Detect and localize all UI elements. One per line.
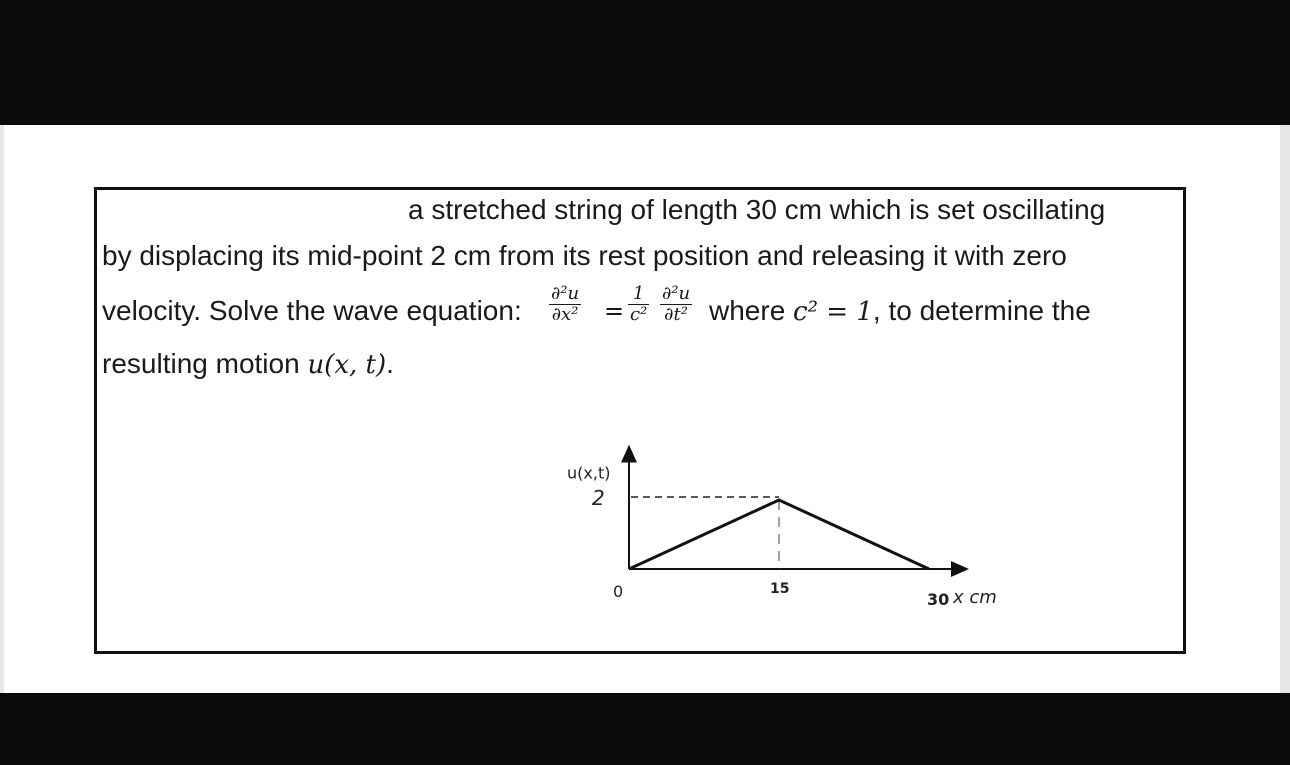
top-black-bar bbox=[0, 0, 1290, 125]
problem-line-3-prefix: velocity. Solve the wave equation: bbox=[102, 295, 522, 326]
y-axis-label: u(x,t) bbox=[567, 463, 611, 483]
problem-box bbox=[94, 187, 1186, 654]
line-4-period: . bbox=[386, 348, 394, 379]
left-page-edge bbox=[0, 125, 4, 693]
y-tick-2-label: 2 bbox=[592, 486, 605, 510]
determine-text: , to determine the bbox=[872, 295, 1091, 326]
equation-coefficient-numerator: 1 bbox=[628, 284, 649, 305]
string-displacement-plot bbox=[97, 190, 1183, 651]
x-tick-15-label: 15 bbox=[770, 581, 790, 597]
problem-line-1: a stretched string of length 30 cm which is set oscillating bbox=[408, 194, 1106, 225]
equation-rhs-denominator: ∂t² bbox=[664, 304, 688, 325]
x-axis-unit-label: x cm bbox=[953, 587, 997, 608]
equation-equals-sign: = bbox=[604, 297, 625, 325]
u-of-x-t: u(x, t) bbox=[307, 350, 387, 380]
c-squared-condition: c² = 1 bbox=[793, 297, 873, 327]
document-page bbox=[0, 125, 1290, 693]
resulting-motion-text: resulting motion bbox=[102, 348, 308, 379]
origin-label: 0 bbox=[613, 582, 624, 601]
equation-coefficient-denominator: c² bbox=[630, 304, 648, 325]
problem-line-2: by displacing its mid-point 2 cm from its rest position and releasing it with zero bbox=[102, 240, 1067, 271]
bottom-black-bar bbox=[0, 693, 1290, 765]
where-text: where bbox=[709, 295, 794, 326]
equation-lhs-denominator: ∂x² bbox=[551, 304, 579, 325]
right-page-edge bbox=[1280, 125, 1290, 693]
equation-rhs-numerator: ∂²u bbox=[662, 283, 691, 304]
x-tick-30-label: 30 bbox=[927, 590, 950, 609]
equation-lhs-numerator: ∂²u bbox=[551, 283, 580, 304]
